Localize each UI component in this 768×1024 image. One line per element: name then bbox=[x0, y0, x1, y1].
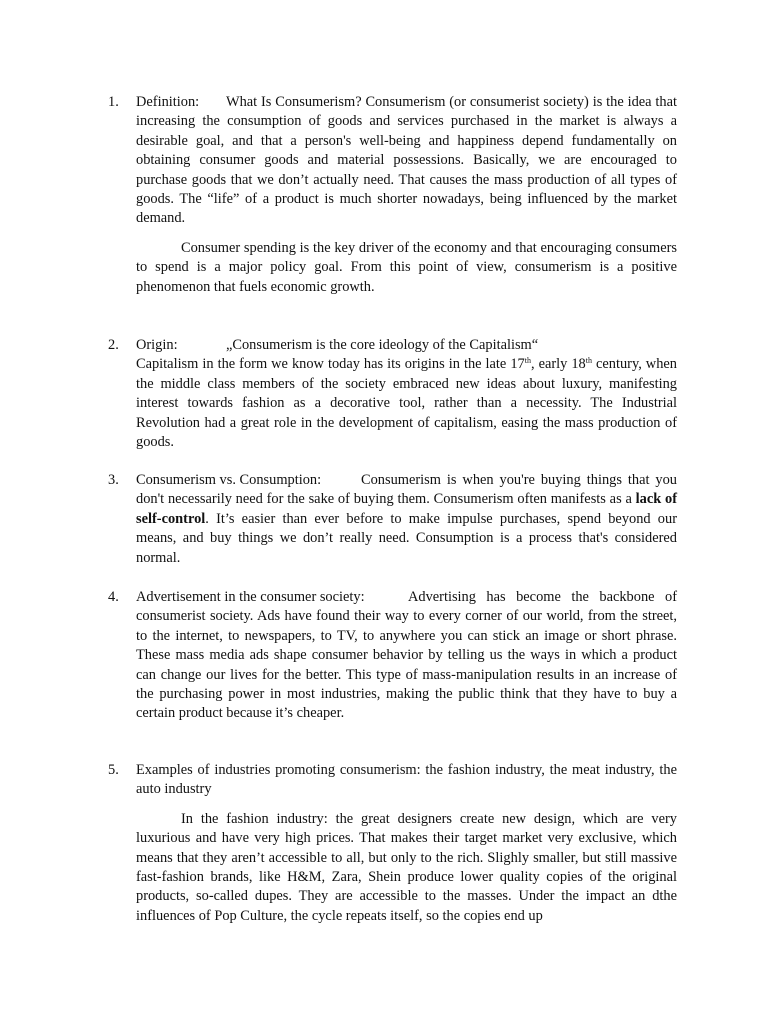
section-label: Consumerism vs. Consumption: bbox=[136, 472, 322, 488]
list-number: 3. bbox=[108, 472, 119, 488]
list-item-body bbox=[136, 471, 677, 568]
origin-text-b: , early 18 bbox=[530, 356, 586, 373]
examples-paragraph: In the fashion industry: the great designers create new design, which are very luxurious and have very high prices. That makes their target market very exclusive, which means that they aren’t accessible to all, but only to the rich. Slighly smaller, but still massive fast-fashion brands, like H&M, Zara, Shein produce lower quality copies of the original products, so-called dupes. They are accessible to the masses. Under the impact an dthe influences of Pop Culture, the cycle repeats itself, so the copies end up bbox=[136, 810, 677, 924]
advertisement-paragraph bbox=[136, 588, 677, 724]
superscript: th bbox=[524, 356, 531, 366]
superscript: th bbox=[585, 356, 592, 366]
origin-quote: „Consumerism is the core ideology of the Capitalism“ bbox=[226, 337, 539, 353]
consumption-text-a: Consumerism is when you're buying things that you don't necessarily need for the sake of buying them. Consumerism often manifests as a bbox=[136, 472, 677, 508]
list-number: 5. bbox=[108, 762, 119, 778]
definition-paragraph bbox=[136, 93, 677, 229]
origin-heading bbox=[136, 336, 677, 355]
consumption-paragraph bbox=[136, 471, 677, 568]
section-label: Advertisement in the consumer society: bbox=[136, 589, 365, 605]
origin-text-c: century, when the middle class members of the society embraced new ideas about luxury, manifesting interest towards fashion as a decorative tool, rather than a necessity. The Industrial Revolution had a great role in the development of capitalism, easing the mass production of goods. bbox=[136, 356, 677, 451]
section-text: What Is Consumerism? Consumerism (or consumerist society) is the idea that increasing the consumption of goods and services purchased in the market is always a desirable goal, and that a person's well-being and happiness depend fundamentally on obtaining consumer goods and material possessions. Basically, we are encouraged to purchase goods that we don’t actually need. That causes the mass production of all types of goods. The “life” of a product is much shorter nowadays, being influenced by the market demand. bbox=[136, 94, 677, 227]
list-item-body bbox=[136, 93, 677, 297]
list-number: 4. bbox=[108, 589, 119, 605]
list-item-body bbox=[136, 761, 677, 926]
list-item-body bbox=[136, 588, 677, 724]
advertisement-text: Advertising has become the backbone of consumerist society. Ads have found their way to every corner of our world, from the street, to the internet, to newspapers, to TV, to anywhere you can stick an image or short phrase. These mass media ads shape consumer behavior by telling us the ways in which a product can change our lives for the better. This type of mass-manipulation results in an increase of the purchasing power in most industries, making the public think that they have to buy a certain product because it’s cheaper. bbox=[136, 589, 677, 722]
section-label: Definition: bbox=[136, 94, 200, 110]
bold-phrase: lack of self-control bbox=[136, 491, 678, 527]
origin-paragraph bbox=[136, 355, 677, 452]
list-number: 2. bbox=[108, 337, 119, 353]
examples-heading: Examples of industries promoting consumerism: the fashion industry, the meat industry, the auto industry bbox=[136, 762, 677, 798]
consumption-text-b: . It’s easier than ever before to make impulse purchases, spend beyond our means, and buy things we don’t really need. Consumption is a process that's considered normal. bbox=[136, 510, 677, 566]
definition-paragraph-2: Consumer spending is the key driver of the economy and that encouraging consumers to spend is a major policy goal. From this point of view, consumerism is a positive phenomenon that fuels economic growth. bbox=[136, 239, 677, 295]
list-number: 1. bbox=[108, 94, 119, 110]
origin-text-a: Capitalism in the form we know today has its origins in the late 17 bbox=[136, 356, 525, 373]
section-label: Origin: bbox=[136, 337, 178, 353]
list-item-body bbox=[136, 336, 677, 452]
